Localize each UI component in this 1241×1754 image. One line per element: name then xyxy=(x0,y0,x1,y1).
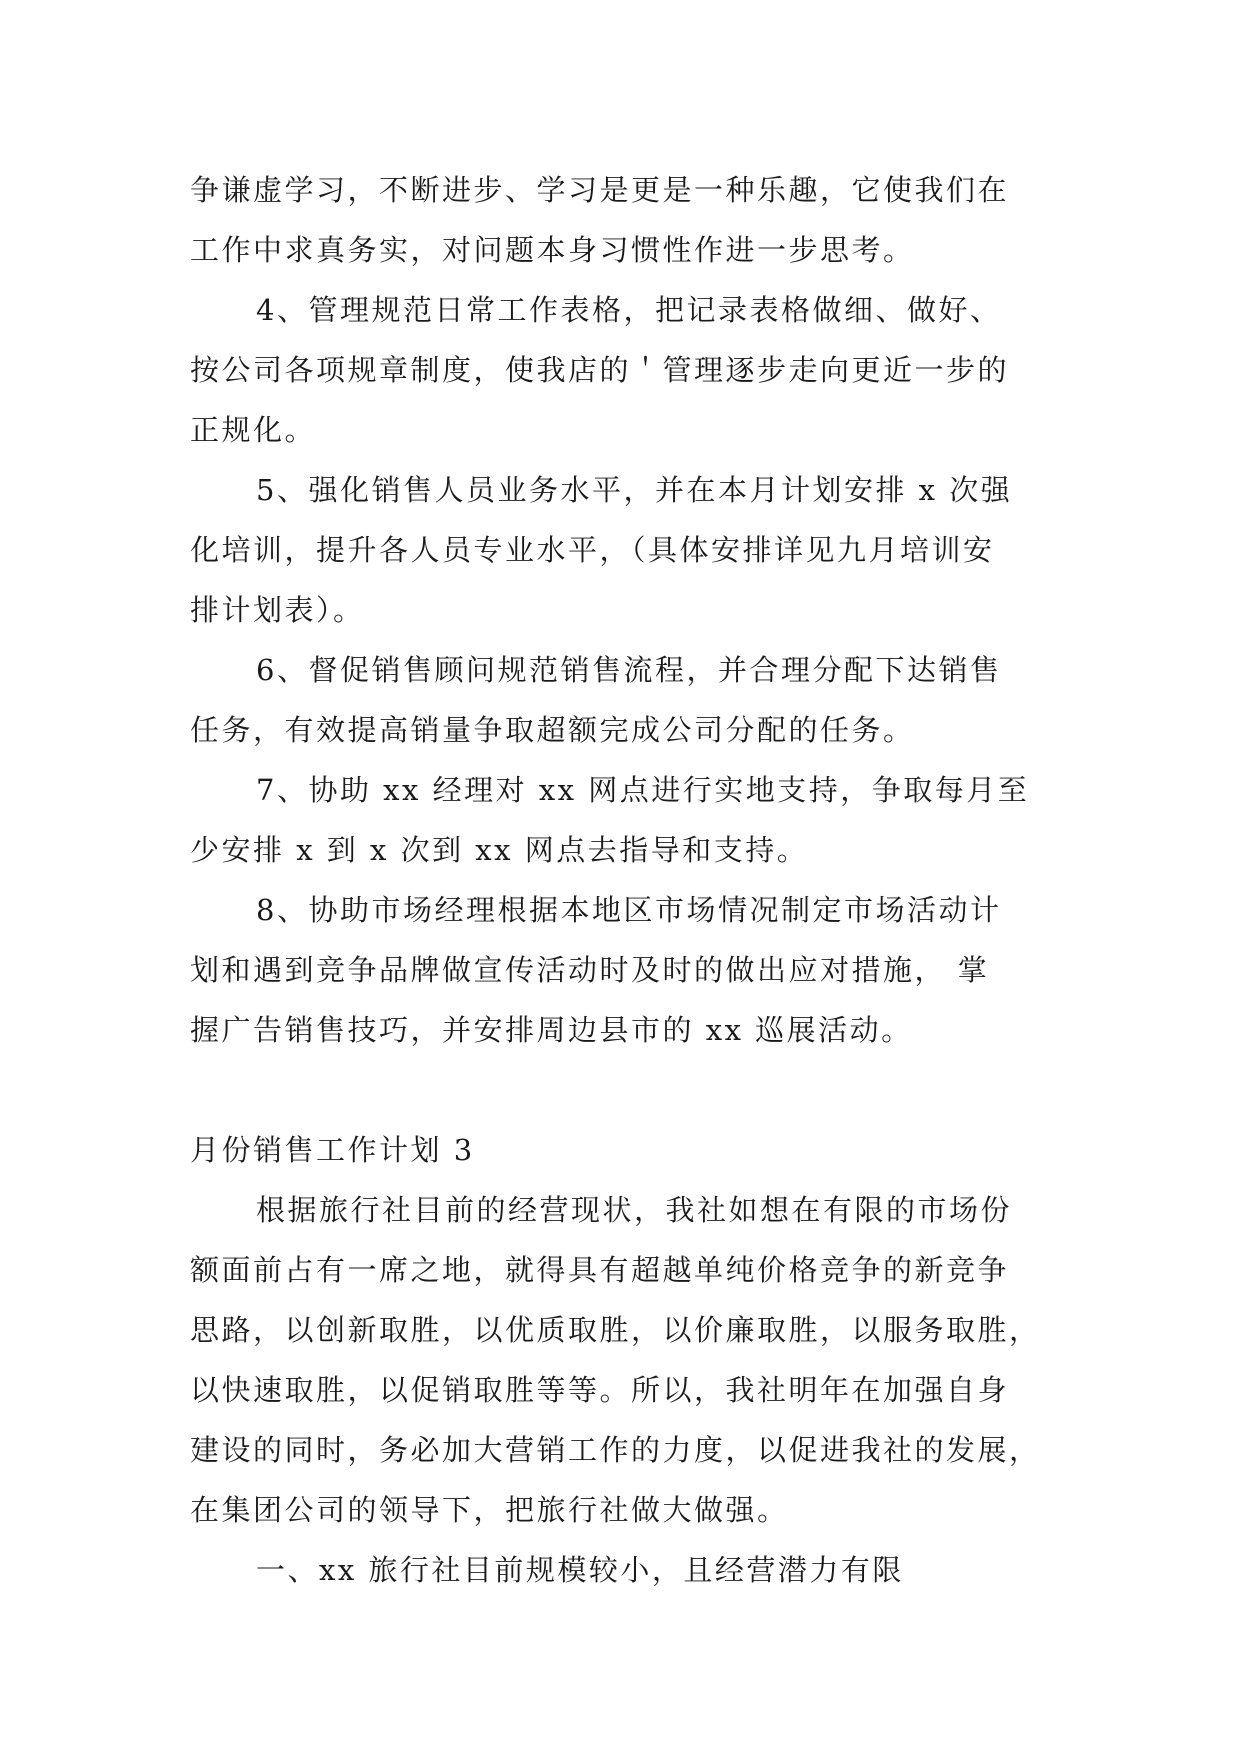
document-body xyxy=(190,160,1050,1600)
paragraph-item-8: 8、协助市场经理根据本地区市场情况制定市场活动计 划和遇到竞争品牌做宣传活动时及时的做出应对措施， 掌 握广告销售技巧，并安排周边县市的 xx 巡展活动。 xyxy=(190,893,1002,1047)
paragraph-continuation: 争谦虚学习，不断进步、学习是更是一种乐趣，它使我们在 工作中求真务实，对问题本身习惯性作进一步思考。 xyxy=(190,173,1010,267)
section-point-1: 一、xx 旅行社目前规模较小，且经营潜力有限 xyxy=(256,1553,904,1587)
section-heading: 月份销售工作计划 3 xyxy=(190,1133,475,1167)
paragraph-item-5: 5、强化销售人员业务水平，并在本月计划安排 x 次强 化培训，提升各人员专业水平，（具体安排详见九月培训安 排计划表）。 xyxy=(190,473,1013,627)
paragraph-item-7: 7、协助 xx 经理对 xx 网点进行实地支持，争取每月至 少安排 x 到 x 次到 xx 网点去指导和支持。 xyxy=(190,773,1030,867)
paragraph-item-6: 6、督促销售顾问规范销售流程，并合理分配下达销售 任务，有效提高销量争取超额完成公司分配的任务。 xyxy=(190,653,1002,747)
section-intro-paragraph: 根据旅行社目前的经营现状，我社如想在有限的市场份 额面前占有一席之地，就得具有超越单纯价格竞争的新竞争 思路，以创新取胜，以优质取胜，以价廉取胜，以服务取胜， 以快速取胜，以促销取胜等等。所以，我社明年在加强自身 建设的同时，务必加大营销工作的力度，以促进我社的发展， 在集团公司的领导下，把旅行社做大做强。 xyxy=(190,1193,1041,1527)
paragraph-item-4: 4、管理规范日常工作表格，把记录表格做细、做好、 按公司各项规章制度，使我店的＇管理逐步走向更近一步的 正规化。 xyxy=(190,293,1010,447)
